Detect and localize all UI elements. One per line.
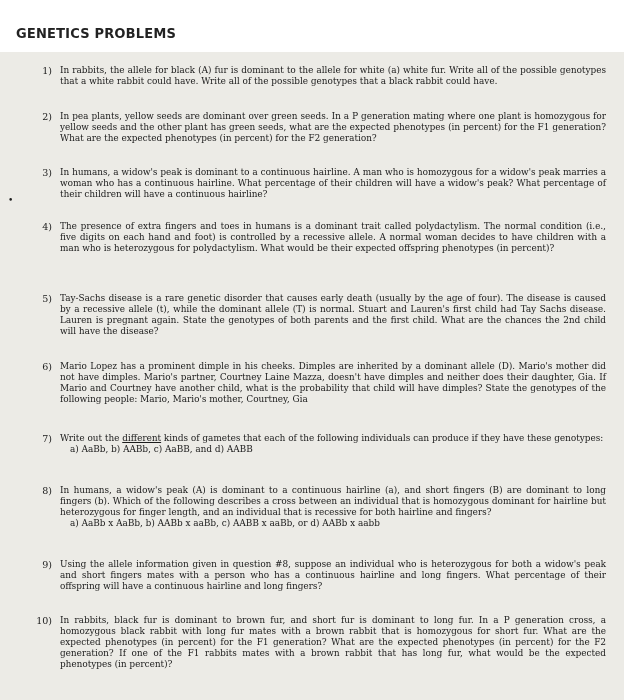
problem-text: Mario Lopez has a prominent dimple in his cheeks. Dimples are inherited by a dominant allele (D). Mario's mother did not have dimples. Mario's partner, Courtney Laine Mazza, doesn't have dimples and neither does their daughter, Gia. If Mario and Courtney have another child, what is the probability that child will have dimples? State the genotypes of the following people: Mario, Mario's mother, Courtney, Gia — [60, 362, 606, 405]
problem-text — [60, 434, 606, 456]
problem-number: 1) — [42, 66, 52, 77]
problem-number: 2) — [42, 112, 52, 123]
problem-text: In pea plants, yellow seeds are dominant over green seeds. In a P generation mating where one plant is homozygous for yellow seeds and the other plant has green seeds, what are the expected phenotypes (in percent) for the F1 generation? What are the expected phenotypes (in percent) for the F2 generation? — [60, 112, 606, 144]
page-header — [0, 0, 624, 52]
problem-text: Tay-Sachs disease is a rare genetic disorder that causes early death (usually by the age of four). The disease is caused by a recessive allele (t), while the dominant allele (T) is normal. Stuart and Lauren's first child had Tay Sachs disease. Lauren is pregnant again. State the genotypes of both parents and the first child. What are the chances the 2nd child will have the disease? — [60, 294, 606, 337]
underlined-word: different — [122, 434, 162, 444]
problem-text: The presence of extra fingers and toes in humans is a dominant trait called polydactylism. The normal condition (i.e., five digits on each hand and foot) is controlled by a recessive allele. A normal woman decides to have children with a man who is heterozygous for polydactylism. What would be their expected offspring phenotypes (in percent)? — [60, 222, 606, 254]
problem-text — [60, 486, 606, 530]
page-title: GENETICS PROBLEMS — [16, 27, 177, 42]
problem-number: 10) — [36, 616, 52, 627]
margin-mark: • — [8, 196, 14, 206]
cross-options: a) AaBb x AaBb, b) AABb x aaBb, c) AABB x aaBb, or d) AABb x aabb — [70, 518, 380, 529]
problem-text-main: In humans, a widow's peak (A) is dominant to a continuous hairline (a), and short fingers (B) are dominant to long fingers (b). Which of the following describes a cross between an individual that is homozygous dominant for hairline but heterozygous for finger length, and an individual that is recessive for both hairline and fingers? — [60, 486, 606, 518]
problem-text: In rabbits, the allele for black (A) fur is dominant to the allele for white (a) white fur. Write all of the possible genotypes that a white rabbit could have. Write all of the possible genotypes that a black rabbit could have. — [60, 66, 606, 87]
problem-number: 5) — [42, 294, 52, 305]
problem-text: In humans, a widow's peak is dominant to a continuous hairline. A man who is homozygous for a widow's peak marries a woman who has a continuous hairline. What percentage of their children will have a widow's peak? What percentage of their children will have a continuous hairline? — [60, 168, 606, 200]
problem-number: 9) — [42, 560, 52, 571]
problem-text: Using the allele information given in question #8, suppose an individual who is heterozygous for both a widow's peak and short fingers mates with a person who has a continuous hairline and long fingers. What percentage of their offspring will have a continuous hairline and long fingers? — [60, 560, 606, 592]
problem-text: In rabbits, black fur is dominant to brown fur, and short fur is dominant to long fur. In a P generation cross, a homozygous black rabbit with long fur mates with a brown rabbit that is homozygous for short fur. What are the expected phenotypes (in percent) for the F1 generation? What are the expected phenotypes (in percent) for the F2 generation? If one of the F1 rabbits mates with a brown rabbit that has long fur, what would be the expected phenotypes (in percent)? — [60, 616, 606, 670]
problem-number: 8) — [42, 486, 52, 497]
problem-text-start: Write out the — [60, 434, 123, 444]
problem-number: 4) — [42, 222, 52, 233]
problem-text-end: kinds of gametes that each of the following individuals can produce if they have these genotypes: — [161, 434, 604, 444]
problem-number: 6) — [42, 362, 52, 373]
problem-number: 7) — [42, 434, 52, 445]
problem-number: 3) — [42, 168, 52, 179]
genotype-options: a) AaBb, b) AABb, c) AaBB, and d) AABB — [70, 444, 253, 455]
